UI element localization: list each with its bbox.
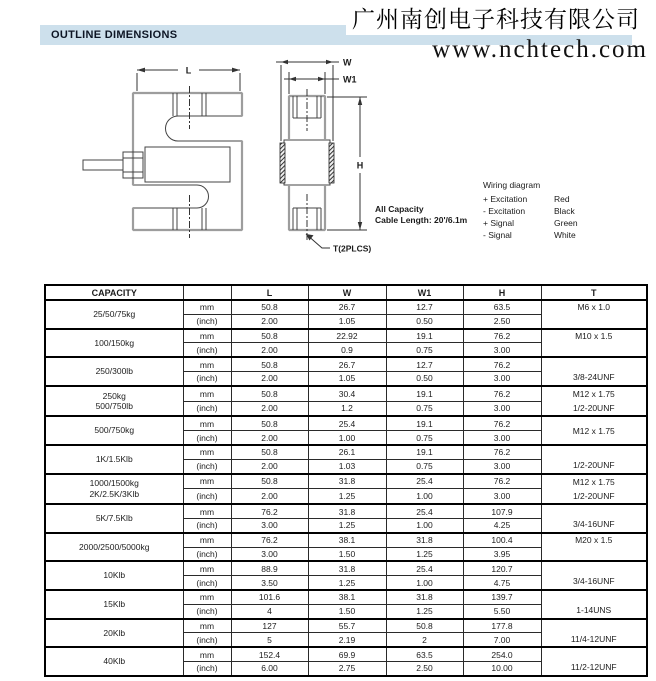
value-cell: 26.7: [308, 300, 386, 314]
thread-cell: [541, 329, 647, 358]
value-cell: 4.25: [463, 518, 541, 532]
thread-line: 3/4-16UNF: [572, 576, 615, 587]
unit-cell: (inch): [183, 401, 231, 416]
value-cell: 76.2: [231, 533, 308, 547]
unit-cell: (inch): [183, 518, 231, 532]
column-header: W: [308, 285, 386, 300]
value-cell: 26.7: [308, 357, 386, 371]
capacity-cell: [45, 300, 183, 329]
thread-line: 11/2-12UNF: [570, 662, 617, 673]
value-cell: 76.2: [463, 386, 541, 401]
value-cell: 25.4: [386, 504, 463, 518]
thread-line: M12 x 1.75: [572, 425, 615, 436]
value-cell: 31.8: [308, 474, 386, 489]
value-cell: 1.25: [386, 547, 463, 561]
table-row: [45, 504, 647, 518]
wiring-color: White: [554, 230, 576, 240]
thread-line: M12 x 1.75: [572, 476, 615, 487]
capacity-line: 2000/2500/5000kg: [79, 541, 150, 552]
value-cell: 127: [231, 619, 308, 633]
capacity-line: 250kg: [102, 390, 126, 401]
capacity-cell: [45, 647, 183, 676]
value-cell: 1.05: [308, 371, 386, 385]
capacity-cell: [45, 561, 183, 590]
capacity-cell: [45, 357, 183, 386]
unit-cell: (inch): [183, 489, 231, 504]
table-row: [45, 416, 647, 430]
value-cell: 3.50: [231, 576, 308, 590]
cable-note-line2: Cable Length: 20'/6.1m: [375, 215, 468, 225]
thread-line: 3/4-16UNF: [572, 519, 615, 530]
value-cell: 0.75: [386, 431, 463, 445]
unit-cell: mm: [183, 533, 231, 547]
capacity-line: 40Klb: [103, 656, 126, 667]
value-cell: 7.00: [463, 633, 541, 647]
value-cell: 50.8: [231, 386, 308, 401]
dim-label-l: L: [185, 65, 192, 76]
value-cell: 76.2: [231, 504, 308, 518]
unit-cell: (inch): [183, 459, 231, 473]
unit-cell: mm: [183, 590, 231, 604]
thread-cell: [541, 300, 647, 329]
value-cell: 0.50: [386, 314, 463, 328]
value-cell: 19.1: [386, 416, 463, 430]
unit-cell: mm: [183, 357, 231, 371]
value-cell: 3.00: [463, 401, 541, 416]
capacity-cell: [45, 619, 183, 648]
thread-cell: [541, 386, 647, 417]
value-cell: 76.2: [463, 416, 541, 430]
value-cell: 10.00: [463, 661, 541, 675]
value-cell: 69.9: [308, 647, 386, 661]
table-row: [45, 474, 647, 489]
thread-line: 3/8-24UNF: [572, 372, 615, 383]
value-cell: 152.4: [231, 647, 308, 661]
cable-note-line1: All Capacity: [375, 204, 424, 214]
value-cell: 6.00: [231, 661, 308, 675]
value-cell: 1.00: [386, 489, 463, 504]
nameplate: [145, 147, 230, 182]
value-cell: 38.1: [308, 533, 386, 547]
capacity-cell: [45, 590, 183, 619]
table-row: [45, 619, 647, 633]
capacity-line: 2K/2.5K/3Klb: [89, 488, 140, 499]
value-cell: 1.03: [308, 459, 386, 473]
table-row: [45, 357, 647, 371]
company-name: 广州南创电子科技有限公司: [346, 0, 646, 35]
capacity-cell: [45, 386, 183, 417]
value-cell: 1.2: [308, 401, 386, 416]
column-header: W1: [386, 285, 463, 300]
value-cell: 5: [231, 633, 308, 647]
value-cell: 1.00: [386, 518, 463, 532]
thread-cell: [541, 445, 647, 474]
value-cell: 1.25: [308, 576, 386, 590]
thread-line: 1/2-20UNF: [572, 403, 615, 414]
unit-cell: (inch): [183, 547, 231, 561]
value-cell: 1.00: [308, 431, 386, 445]
unit-cell: (inch): [183, 661, 231, 675]
unit-cell: (inch): [183, 431, 231, 445]
unit-cell: (inch): [183, 371, 231, 385]
value-cell: 3.00: [463, 459, 541, 473]
value-cell: 38.1: [308, 590, 386, 604]
thread-line: 1/2-20UNF: [572, 460, 615, 471]
value-cell: 22.92: [308, 329, 386, 343]
value-cell: 50.8: [231, 416, 308, 430]
value-cell: 31.8: [386, 533, 463, 547]
value-cell: 3.00: [463, 431, 541, 445]
value-cell: 76.2: [463, 329, 541, 343]
value-cell: 50.8: [231, 300, 308, 314]
value-cell: 3.00: [463, 343, 541, 357]
table-row: [45, 386, 647, 401]
value-cell: 2.50: [463, 314, 541, 328]
value-cell: 2.00: [231, 401, 308, 416]
unit-cell: mm: [183, 647, 231, 661]
wiring-color: Red: [554, 194, 570, 204]
value-cell: 1.25: [308, 489, 386, 504]
value-cell: 25.4: [386, 474, 463, 489]
value-cell: 4: [231, 604, 308, 618]
table-row: [45, 561, 647, 575]
value-cell: 4.75: [463, 576, 541, 590]
value-cell: 31.8: [308, 504, 386, 518]
wiring-title: Wiring diagram: [483, 180, 541, 190]
unit-cell: (inch): [183, 343, 231, 357]
unit-cell: mm: [183, 416, 231, 430]
thread-cell: [541, 619, 647, 648]
capacity-cell: [45, 416, 183, 445]
capacity-line: 500/750kg: [94, 425, 135, 436]
value-cell: 12.7: [386, 357, 463, 371]
value-cell: 2.50: [386, 661, 463, 675]
value-cell: 2.00: [231, 431, 308, 445]
column-header: [183, 285, 231, 300]
unit-cell: mm: [183, 445, 231, 459]
unit-cell: (inch): [183, 604, 231, 618]
capacity-cell: [45, 445, 183, 474]
value-cell: 139.7: [463, 590, 541, 604]
thread-cell: [541, 590, 647, 619]
unit-cell: (inch): [183, 314, 231, 328]
thread-line: 11/4-12UNF: [570, 633, 617, 644]
thread-cell: [541, 357, 647, 386]
value-cell: 50.8: [231, 445, 308, 459]
table-row: [45, 590, 647, 604]
value-cell: 31.8: [308, 561, 386, 575]
value-cell: 101.6: [231, 590, 308, 604]
thread-line: M12 x 1.75: [572, 388, 615, 399]
value-cell: 25.4: [386, 561, 463, 575]
capacity-line: 250/300lb: [95, 366, 133, 377]
wiring-label: + Excitation: [483, 194, 528, 204]
thread-cell: [541, 504, 647, 533]
unit-cell: mm: [183, 474, 231, 489]
value-cell: 19.1: [386, 445, 463, 459]
value-cell: 2.00: [231, 459, 308, 473]
value-cell: 2.75: [308, 661, 386, 675]
value-cell: 31.8: [386, 590, 463, 604]
column-header: L: [231, 285, 308, 300]
thread-line: 1/2-20UNF: [572, 490, 615, 501]
column-header: H: [463, 285, 541, 300]
value-cell: 1.05: [308, 314, 386, 328]
value-cell: 1.50: [308, 547, 386, 561]
value-cell: 2.00: [231, 314, 308, 328]
section-title: OUTLINE DIMENSIONS: [51, 29, 178, 41]
spec-table-container: [44, 284, 648, 677]
value-cell: 55.7: [308, 619, 386, 633]
capacity-cell: [45, 329, 183, 358]
thread-cell: [541, 474, 647, 505]
thread-cell: [541, 416, 647, 445]
dim-label-w1: W1: [343, 74, 357, 85]
wiring-diagram: [483, 180, 578, 240]
value-cell: 76.2: [463, 445, 541, 459]
gauge-cover-hatch: [280, 143, 334, 183]
thread-callout: [306, 234, 371, 254]
unit-cell: mm: [183, 386, 231, 401]
thread-cell: [541, 647, 647, 676]
unit-cell: mm: [183, 619, 231, 633]
capacity-cell: [45, 533, 183, 562]
capacity-line: 5K/7.5Klb: [95, 513, 133, 524]
wiring-label: - Signal: [483, 230, 512, 240]
unit-cell: (inch): [183, 576, 231, 590]
value-cell: 5.50: [463, 604, 541, 618]
capacity-line: 100/150kg: [94, 337, 135, 348]
side-view: [276, 58, 371, 254]
capacity-line: 25/50/75kg: [93, 309, 136, 320]
value-cell: 1.25: [386, 604, 463, 618]
value-cell: 1.00: [386, 576, 463, 590]
unit-cell: mm: [183, 561, 231, 575]
value-cell: 50.8: [231, 357, 308, 371]
dimension-w1: [284, 72, 357, 94]
value-cell: 50.8: [231, 329, 308, 343]
value-cell: 25.4: [308, 416, 386, 430]
table-row: [45, 647, 647, 661]
capacity-line: 10Klb: [103, 570, 126, 581]
value-cell: 3.95: [463, 547, 541, 561]
value-cell: 107.9: [463, 504, 541, 518]
wiring-label: - Excitation: [483, 206, 526, 216]
value-cell: 100.4: [463, 533, 541, 547]
dimension-l: [137, 66, 240, 92]
value-cell: 76.2: [463, 474, 541, 489]
table-row: [45, 445, 647, 459]
value-cell: 1.25: [308, 518, 386, 532]
value-cell: 1.50: [308, 604, 386, 618]
wiring-color: Black: [554, 206, 575, 216]
value-cell: 63.5: [463, 300, 541, 314]
value-cell: 0.75: [386, 401, 463, 416]
unit-cell: mm: [183, 504, 231, 518]
value-cell: 3.00: [463, 371, 541, 385]
value-cell: 88.9: [231, 561, 308, 575]
thread-line: M10 x 1.5: [575, 330, 613, 341]
capacity-line: 500/750lb: [95, 401, 133, 412]
unit-cell: mm: [183, 329, 231, 343]
value-cell: 2.00: [231, 371, 308, 385]
table-row: [45, 533, 647, 547]
dim-label-w: W: [343, 57, 352, 68]
value-cell: 50.8: [386, 619, 463, 633]
thread-cell: [541, 561, 647, 590]
thread-line: 1-14UNS: [576, 605, 612, 616]
unit-cell: (inch): [183, 633, 231, 647]
value-cell: 2.19: [308, 633, 386, 647]
front-view: [83, 66, 242, 239]
wiring-color: Green: [554, 218, 578, 228]
table-row: [45, 300, 647, 314]
dim-label-h: H: [356, 160, 364, 171]
column-header: CAPACITY: [45, 285, 183, 300]
value-cell: 3.00: [231, 547, 308, 561]
value-cell: 2: [386, 633, 463, 647]
value-cell: 3.00: [231, 518, 308, 532]
dimension-w: [276, 58, 352, 142]
value-cell: 76.2: [463, 357, 541, 371]
value-cell: 0.50: [386, 371, 463, 385]
value-cell: 2.00: [231, 489, 308, 504]
value-cell: 0.75: [386, 459, 463, 473]
table-row: [45, 329, 647, 343]
value-cell: 30.4: [308, 386, 386, 401]
capacity-line: 1K/1.5Klb: [95, 454, 133, 465]
capacity-line: 15Klb: [103, 598, 126, 609]
website-url: www.nchtech.com: [432, 36, 648, 63]
dimension-table: [44, 284, 648, 677]
value-cell: 63.5: [386, 647, 463, 661]
value-cell: 3.00: [463, 489, 541, 504]
value-cell: 120.7: [463, 561, 541, 575]
value-cell: 19.1: [386, 329, 463, 343]
thread-line: M6 x 1.0: [577, 302, 611, 312]
capacity-cell: [45, 504, 183, 533]
value-cell: 50.8: [231, 474, 308, 489]
thread-line: M20 x 1.5: [575, 534, 613, 545]
capacity-line: 1000/1500kg: [89, 478, 139, 489]
unit-cell: mm: [183, 300, 231, 314]
value-cell: 2.00: [231, 343, 308, 357]
value-cell: 0.9: [308, 343, 386, 357]
value-cell: 177.8: [463, 619, 541, 633]
capacity-line: 20Klb: [103, 627, 126, 638]
value-cell: 0.75: [386, 343, 463, 357]
capacity-cell: [45, 474, 183, 505]
thread-cell: [541, 533, 647, 562]
wiring-label: + Signal: [483, 218, 514, 228]
thread-callout-label: T(2PLCS): [333, 243, 372, 254]
value-cell: 19.1: [386, 386, 463, 401]
value-cell: 254.0: [463, 647, 541, 661]
column-header: T: [541, 285, 647, 300]
value-cell: 26.1: [308, 445, 386, 459]
value-cell: 12.7: [386, 300, 463, 314]
